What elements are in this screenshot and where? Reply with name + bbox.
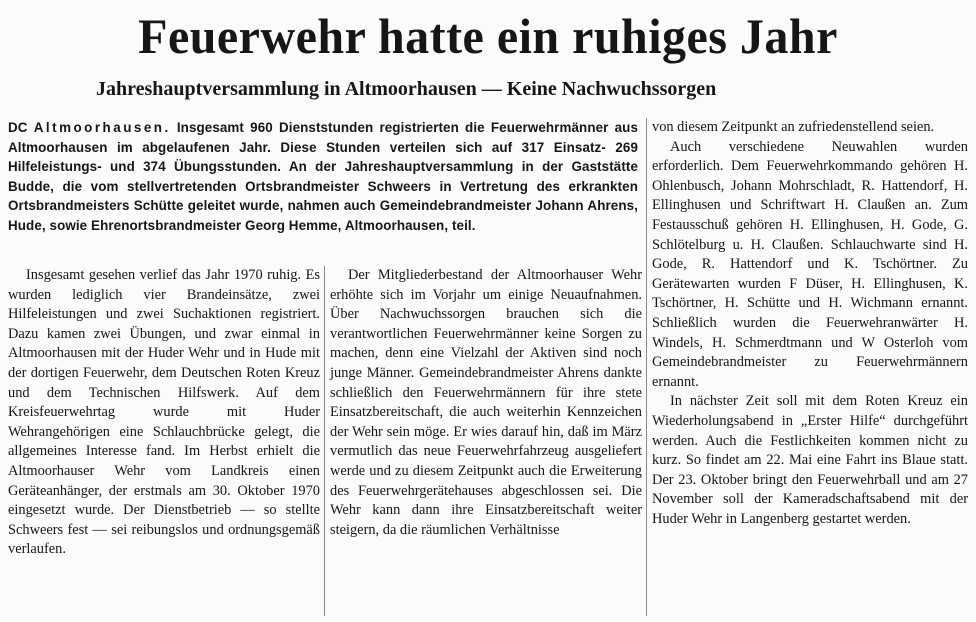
- lead-place: Altmoorhausen.: [33, 120, 171, 135]
- lead-prefix: DC: [8, 120, 28, 135]
- subheadline: Jahreshauptversammlung in Altmoorhausen — Keine Nachwuchssorgen: [96, 78, 717, 100]
- column-3-paragraph-1: Auch verschiedene Neuwahlen wurden erforderlich. Dem Feuerwehrkommando gehören H. Ohlenbusch, Johann Mohrschladt, R. Hattendorf, H. Ellinghusen und Schriftwart H. Claußen an. Zum Festausschuß gehören H. Ellinghusen, H. Gode, G. Schlötelburg u. H. Claußen. Schlauchwarte sind H. Gode, R. Hattendorf und K. Tschörtner. Zu Gerätewarten wurden F Düser, H. Ellinghusen, K. Tschörtner, H. Schütte und H. Wichmann ernannt. Schließlich wurden die Feuerwehranwärter H. Windels, H. Schmerdtmann und W Osterloh vom Gemeindebrandmeister zu Feuerwehrmännern ernannt.: [652, 138, 968, 390]
- column-3-continuation: von diesem Zeitpunkt an zufriedenstellend seien.: [652, 119, 935, 135]
- column-1-paragraph: Insgesamt gesehen verlief das Jahr 1970 ruhig. Es wurden lediglich vier Brandeinsätze, zwei Hilfeleistungen und zwei Suchaktionen registriert. Dazu kamen zwei Übungen, und zwar einmal in Altmoorhausen mit der Huder Wehr und in Hude mit der dortigen Feuerwehr, dem Deutschen Roten Kreuz und dem Technischen Hilfswerk. Auf dem Kreisfeuerwehrtag wurde mit Huder Wehrangehörigen eine Schlauchbrücke gelegt, die allgemeines Interesse fand. Im Herbst erhielt die Altmoorhauser Wehr vom Landkreis einen Geräteanhänger, der erstmals am 30. Oktober 1970 eingesetzt wurde. Der Dienstbetrieb — so stellte Schweers fest — sei reibungslos und ordnungsgemäß verlaufen.: [8, 267, 320, 558]
- column-divider-2: [646, 118, 647, 616]
- column-3: [652, 118, 968, 529]
- column-3-paragraph-2: In nächster Zeit soll mit dem Roten Kreuz ein Wiederholungsabend in „Erster Hilfe“ durchgeführt werden. Auch die Festlichkeiten kommen nicht zu kurz. So findet am 22. Mai eine Fahrt ins Blaue statt. Der 23. Oktober bringt den Feuerwehrball und am 27 November soll der Kameradschaftsabend mit der Huder Wehr in Langenberg gestartet werden.: [652, 393, 968, 527]
- column-1: [8, 266, 320, 560]
- lead-paragraph: [8, 118, 638, 236]
- column-2-paragraph: Der Mitgliederbestand der Altmoorhauser Wehr erhöhte sich im Vorjahr um einige Neuaufnahmen. Über Nachwuchssorgen brauchen sich die verantwortlichen Feuerwehrmänner keine Sorgen zu machen, denn eine Vielzahl der Aktiven sind noch junge Männer. Gemeindebrandmeister Ahrens dankte schließlich den Feuerwehrmännern für ihre stete Einsatzbereitschaft, die auch weiterhin Kennzeichen der Wehr sein möge. Er wies darauf hin, daß im März vermutlich das neue Feuerwehrfahrzeug ausgeliefert werde und zu diesem Zeitpunkt auch die Erweiterung des Feuerwehrgerätehauses abgeschlossen sei. Die Wehr kann dann ihre Einsatzbereitschaft weiter steigern, da die räumlichen Verhältnisse: [330, 267, 642, 538]
- column-divider-1: [324, 266, 325, 616]
- lead-text: Insgesamt 960 Dienststunden registrierten die Feuerwehrmänner aus Altmoorhausen im abgelaufenen Jahr. Diese Stunden verteilen sich auf 317 Einsatz- 269 Hilfeleistungs- und 374 Übungsstunden. An der Jahreshauptversammlung in der Gaststätte Budde, die vom stellvertretenden Ortsbrandmeister Schweers in Vertretung des erkrankten Ortsbrandmeisters Schütte geleitet wurde, nahmen auch Gemeindebrandmeister Johann Ahrens, Hude, sowie Ehrenortsbrandmeister Georg Hemme, Altmoorhausen, teil.: [8, 120, 639, 233]
- headline: Feuerwehr hatte ein ruhiges Jahr: [138, 8, 838, 64]
- column-2: [330, 266, 642, 540]
